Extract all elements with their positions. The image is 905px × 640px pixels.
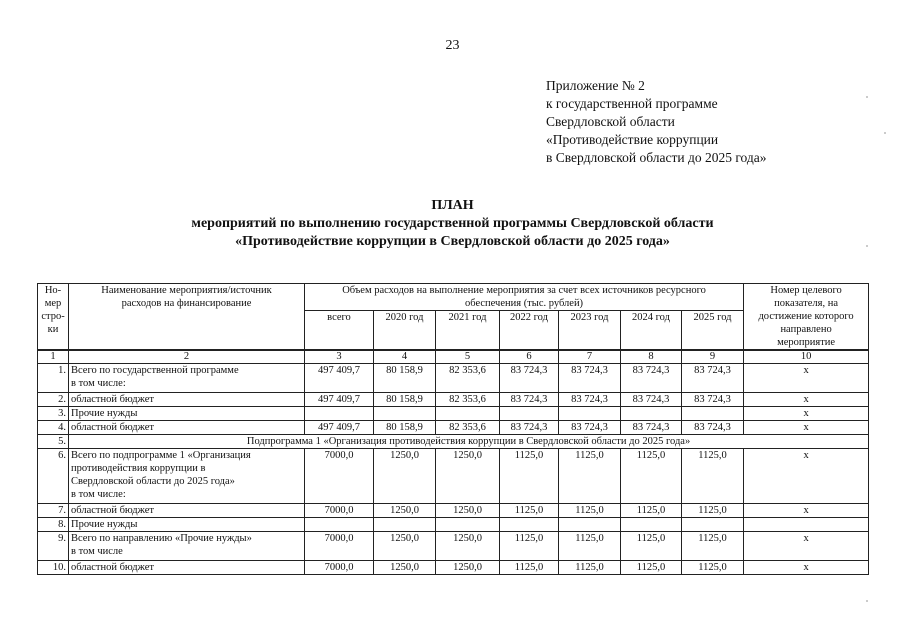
subprogram-title: Подпрограмма 1 «Организация противодействия коррупции в Свердловской области до 2025 года» — [69, 435, 869, 449]
table-row — [38, 407, 869, 421]
row-value — [436, 407, 500, 421]
row-value: 1125,0 — [500, 561, 559, 575]
row-value: 497 409,7 — [305, 421, 374, 435]
table-row — [38, 393, 869, 407]
row-name: областной бюджет — [69, 504, 305, 518]
plan-title-line3: «Противодействие коррупции в Свердловской области до 2025 года» — [235, 234, 670, 249]
row-value: 83 724,3 — [559, 421, 621, 435]
row-value: 1125,0 — [559, 532, 621, 561]
column-number: 4 — [374, 350, 436, 364]
column-number: 6 — [500, 350, 559, 364]
row-target: х — [744, 364, 869, 393]
appendix-line: к государственной программе — [546, 96, 718, 111]
row-value: 1250,0 — [436, 449, 500, 504]
header-year-2023: 2023 год — [559, 311, 621, 351]
header-row-number: Но- мер стро- ки — [38, 284, 69, 351]
row-value: 7000,0 — [305, 504, 374, 518]
row-target: х — [744, 532, 869, 561]
row-value: 7000,0 — [305, 532, 374, 561]
column-number-row — [38, 350, 869, 364]
plan-title — [0, 197, 905, 251]
column-number: 1 — [38, 350, 69, 364]
column-number: 5 — [436, 350, 500, 364]
scan-speck — [884, 132, 886, 134]
row-value: 7000,0 — [305, 449, 374, 504]
row-value — [436, 518, 500, 532]
row-value: 83 724,3 — [621, 393, 682, 407]
row-value: 1250,0 — [436, 532, 500, 561]
row-value — [500, 407, 559, 421]
row-name: Всего по направлению «Прочие нужды» в том числе — [69, 532, 305, 561]
appendix-line: Приложение № 2 — [546, 78, 645, 93]
row-value: 1125,0 — [682, 504, 744, 518]
table-row — [38, 364, 869, 393]
header-year-2024: 2024 год — [621, 311, 682, 351]
row-value: 1125,0 — [621, 561, 682, 575]
header-volume: Объем расходов на выполнение мероприятия за счет всех источников ресурсного обеспечения (тыс. рублей) — [305, 284, 744, 311]
row-value — [621, 407, 682, 421]
row-target: х — [744, 393, 869, 407]
row-number: 1. — [38, 364, 69, 393]
row-target — [744, 518, 869, 532]
row-value: 83 724,3 — [500, 364, 559, 393]
column-number: 10 — [744, 350, 869, 364]
header-year-2025: 2025 год — [682, 311, 744, 351]
row-target: х — [744, 561, 869, 575]
row-value: 1125,0 — [621, 532, 682, 561]
row-value: 82 353,6 — [436, 364, 500, 393]
header-target: Номер целевого показателя, на достижение которого направлено мероприятие — [744, 284, 869, 351]
row-value: 83 724,3 — [559, 393, 621, 407]
row-value: 1250,0 — [374, 532, 436, 561]
row-number: 9. — [38, 532, 69, 561]
row-value: 80 158,9 — [374, 364, 436, 393]
row-value: 1250,0 — [436, 504, 500, 518]
column-number: 9 — [682, 350, 744, 364]
row-value: 1250,0 — [374, 561, 436, 575]
header-year-2022: 2022 год — [500, 311, 559, 351]
appendix-line: «Противодействие коррупции — [546, 132, 719, 147]
row-value — [559, 518, 621, 532]
column-number: 8 — [621, 350, 682, 364]
row-name: Прочие нужды — [69, 518, 305, 532]
header-name: Наименование мероприятия/источник расходов на финансирование — [69, 284, 305, 351]
row-number: 6. — [38, 449, 69, 504]
appendix-block — [546, 77, 767, 167]
plan-title-line2: мероприятий по выполнению государственной программы Свердловской области — [191, 216, 714, 231]
row-value — [374, 407, 436, 421]
row-value — [305, 407, 374, 421]
row-number: 5. — [38, 435, 69, 449]
row-number: 7. — [38, 504, 69, 518]
row-value: 83 724,3 — [500, 421, 559, 435]
table-row — [38, 504, 869, 518]
scan-speck — [866, 600, 868, 602]
row-value: 82 353,6 — [436, 421, 500, 435]
row-value: 83 724,3 — [621, 421, 682, 435]
row-value: 1125,0 — [500, 532, 559, 561]
row-target: х — [744, 504, 869, 518]
row-value: 83 724,3 — [682, 393, 744, 407]
row-value — [682, 407, 744, 421]
column-number: 2 — [69, 350, 305, 364]
row-target: х — [744, 421, 869, 435]
row-value: 83 724,3 — [500, 393, 559, 407]
row-value — [305, 518, 374, 532]
row-name: Всего по подпрограмме 1 «Организация противодействия коррупции в Свердловской области до 2025 года» в том числе: — [69, 449, 305, 504]
row-value: 1125,0 — [559, 561, 621, 575]
row-value: 1125,0 — [682, 449, 744, 504]
appendix-line: в Свердловской области до 2025 года» — [546, 150, 767, 165]
row-target: х — [744, 407, 869, 421]
row-number: 2. — [38, 393, 69, 407]
table-row — [38, 561, 869, 575]
appendix-line: Свердловской области — [546, 114, 675, 129]
row-value: 80 158,9 — [374, 393, 436, 407]
row-number: 8. — [38, 518, 69, 532]
row-value: 7000,0 — [305, 561, 374, 575]
row-value: 1250,0 — [436, 561, 500, 575]
table-row — [38, 518, 869, 532]
row-name: областной бюджет — [69, 393, 305, 407]
row-value: 1125,0 — [559, 504, 621, 518]
row-value: 80 158,9 — [374, 421, 436, 435]
row-value: 1125,0 — [500, 504, 559, 518]
row-value: 83 724,3 — [621, 364, 682, 393]
row-value: 497 409,7 — [305, 393, 374, 407]
row-value: 1125,0 — [682, 561, 744, 575]
row-value: 83 724,3 — [682, 364, 744, 393]
row-value — [500, 518, 559, 532]
row-target: х — [744, 449, 869, 504]
scan-speck — [866, 96, 868, 98]
row-number: 10. — [38, 561, 69, 575]
row-value: 1125,0 — [621, 449, 682, 504]
table-row — [38, 421, 869, 435]
row-number: 4. — [38, 421, 69, 435]
row-value — [682, 518, 744, 532]
row-name: областной бюджет — [69, 561, 305, 575]
header-year-2021: 2021 год — [436, 311, 500, 351]
header-year-2020: 2020 год — [374, 311, 436, 351]
row-value: 1125,0 — [682, 532, 744, 561]
subprogram-row — [38, 435, 869, 449]
row-value — [621, 518, 682, 532]
table-row — [38, 449, 869, 504]
table-body — [38, 364, 869, 575]
row-number: 3. — [38, 407, 69, 421]
row-value: 1125,0 — [500, 449, 559, 504]
row-value: 83 724,3 — [682, 421, 744, 435]
row-name: Прочие нужды — [69, 407, 305, 421]
column-number: 3 — [305, 350, 374, 364]
row-value: 82 353,6 — [436, 393, 500, 407]
plan-title-line1: ПЛАН — [431, 198, 474, 213]
row-value: 1125,0 — [559, 449, 621, 504]
row-value: 83 724,3 — [559, 364, 621, 393]
header-total: всего — [305, 311, 374, 351]
table-row — [38, 532, 869, 561]
column-number: 7 — [559, 350, 621, 364]
row-value: 497 409,7 — [305, 364, 374, 393]
row-value: 1250,0 — [374, 449, 436, 504]
row-value: 1250,0 — [374, 504, 436, 518]
row-value: 1125,0 — [621, 504, 682, 518]
plan-table — [37, 283, 869, 575]
scan-speck — [866, 245, 868, 247]
page-number: 23 — [445, 38, 460, 53]
row-name: областной бюджет — [69, 421, 305, 435]
row-name: Всего по государственной программе в том числе: — [69, 364, 305, 393]
row-value — [559, 407, 621, 421]
row-value — [374, 518, 436, 532]
